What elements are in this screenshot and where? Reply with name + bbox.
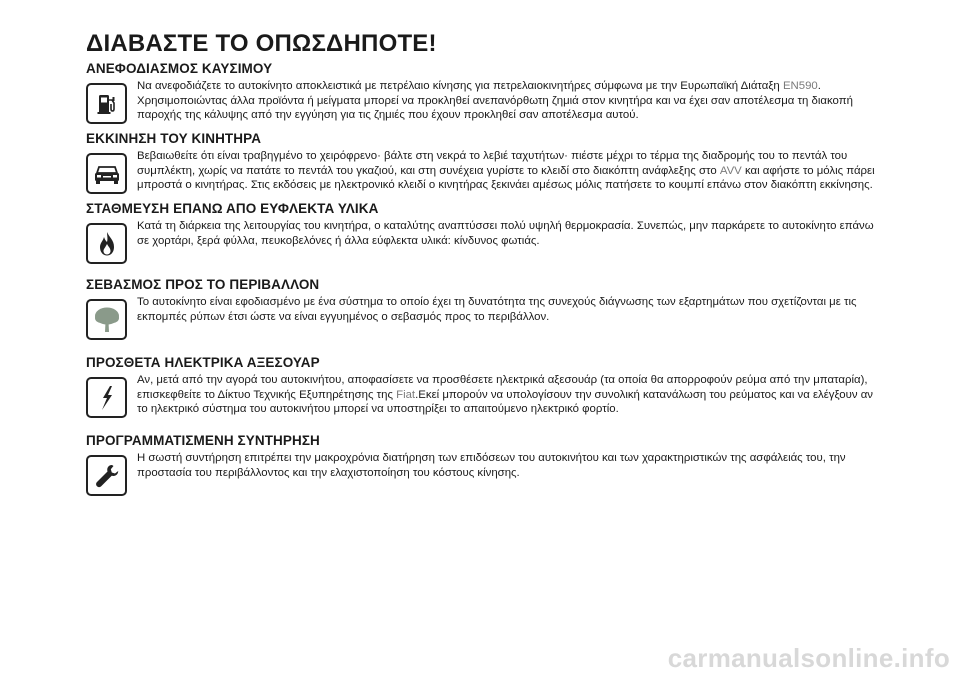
car-icon — [86, 153, 127, 194]
text-part: Να ανεφοδιάζετε το αυτοκίνητο αποκλειστικά με πετρέλαιο κίνησης για πετρελαιοκινητήρες σύμφωνα με την Ευρωπαϊκή Διάταξη — [137, 80, 783, 92]
section-text — [137, 219, 882, 248]
section-text — [137, 373, 882, 417]
fire-icon — [86, 223, 127, 264]
manual-page — [86, 30, 886, 496]
section-title: ΑΝΕΦΟΔΙΑΣΜΟΣ ΚΑΥΣΙΜΟΥ — [86, 61, 273, 76]
text-part: Βεβαιωθείτε ότι είναι τραβηγμένο το χειρόφρενο· βάλτε στη νεκρά το λεβιέ ταχυτήτων· πιέστε μέχρι το τέρμα της διαδρομής του το πεντάλ του συμπλέκτη, χωρίς να πατάτε το πεντάλ του γκαζιού, και στη συνέχεια γυρίστε το κλειδί στο διακόπτη ανάφλεξης στο — [137, 150, 848, 177]
watermark: carmanualsonline.info — [667, 643, 950, 673]
section-accessories — [86, 354, 886, 418]
key-position: AVV — [719, 164, 742, 177]
section-title: ΠΡΟΣΘΕΤΑ ΗΛΕΚΤΡΙΚΑ ΑΞΕΣΟΥΑΡ — [86, 355, 320, 370]
tree-icon — [86, 299, 127, 340]
section-title: ΕΚΚΙΝΗΣΗ ΤΟΥ ΚΙΝΗΤΗΡΑ — [86, 131, 262, 146]
lightning-icon — [86, 377, 127, 418]
section-text — [137, 295, 882, 324]
section-body — [86, 295, 886, 340]
section-body — [86, 219, 886, 264]
section-title: ΣΤΑΘΜΕΥΣΗ ΕΠΑΝΩ ΑΠΟ ΕΥΦΛΕΚΤΑ ΥΛΙΚΑ — [86, 201, 379, 216]
text-part: Αν, μετά από την αγορά του αυτοκινήτου, αποφασίσετε να προσθέσετε ηλεκτρικά αξεσουάρ (τα οποία θα απορροφούν ρεύμα από την μπαταρία), επισκεφθείτε το Δίκτυο Τεχνικής Εξυπηρέτησης της — [137, 374, 868, 401]
text-part: . Χρησιμοποιώντας άλλα προϊόντα ή μείγματα μπορεί να προκληθεί ανεπανόρθωτη ζημιά στον κινητήρα και να έχει σαν αποτέλεσμα τη διακοπή παροχής της κάλυψης από την εγγύηση για τις ζημιές που έχουν προκληθεί σαν αποτέλεσμα αυτού. — [137, 80, 853, 122]
text-part: Κατά τη διάρκεια της λειτουργίας του κινητήρα, ο καταλύτης αναπτύσσει πολύ υψηλή θερμοκρασία. Συνεπώς, μην παρκάρετε το αυτοκίνητο επάνω σε χορτάρι, ξερά φύλλα, πευκοβελόνες ή άλλα εύφλεκτα υλικά: κίνδυνος φωτιάς. — [137, 220, 874, 247]
section-title: ΠΡΟΓΡΑΜΜΑΤΙΣΜΕΝΗ ΣΥΝΤΗΡΗΣΗ — [86, 433, 320, 448]
fuel-pump-icon — [86, 83, 127, 124]
text-part: Το αυτοκίνητο είναι εφοδιασμένο με ένα σύστημα το οποίο έχει τη δυνατότητα της συνεχούς διάγνωσης των εξαρτημάτων που σχετίζονται με τις εκπομπές ρύπων έτσι ώστε να είναι εγγυημένος ο σεβασμός προς το περιβάλλον. — [137, 296, 857, 323]
section-text — [137, 149, 882, 193]
section-fuel — [86, 60, 886, 124]
section-environment — [86, 276, 886, 340]
section-maintenance — [86, 432, 886, 496]
section-body — [86, 373, 886, 418]
section-body — [86, 149, 886, 194]
section-parking — [86, 200, 886, 264]
section-body — [86, 451, 886, 496]
wrench-icon — [86, 455, 127, 496]
text-part: .Εκεί μπορούν να υπολογίσουν την συνολική κατανάλωση του ρεύματος και να ελέγξουν αν το ηλεκτρικό σύστημα του αυτοκινήτου μπορεί να υποστηρίξει το απαιτούμενο ηλεκτρικό φορτίο. — [137, 388, 874, 416]
norm-code: EN590 — [782, 80, 818, 92]
section-body — [86, 79, 886, 124]
page-title: ΔΙΑΒΑΣΤΕ ΤΟ ΟΠΩΣΔΗΠΟΤΕ! — [86, 30, 437, 57]
section-text — [137, 79, 882, 123]
section-text — [137, 451, 882, 480]
section-title: ΣΕΒΑΣΜΟΣ ΠΡΟΣ ΤΟ ΠΕΡΙΒΑΛΛΟΝ — [86, 277, 320, 292]
brand-name: Fiat — [396, 388, 416, 401]
text-part: και αφήστε το μόλις πάρει μπροστά ο κινητήρας. Στις εκδόσεις με ηλεκτρονικό κλειδί ο κινητήρας ξεκινάει αμέσως μόλις πατήσετε το κουμπί επάνω στον διακόπτη εκκίνησης. — [137, 164, 875, 192]
section-engine-start — [86, 130, 886, 194]
text-part: Η σωστή συντήρηση επιτρέπει την μακροχρόνια διατήρηση των επιδόσεων του αυτοκινήτου και των χαρακτηριστικών της ασφάλειάς του, την προστασία του περιβάλλοντος και την ελαχιστοποίηση του κόστους κίνησης. — [137, 452, 846, 479]
